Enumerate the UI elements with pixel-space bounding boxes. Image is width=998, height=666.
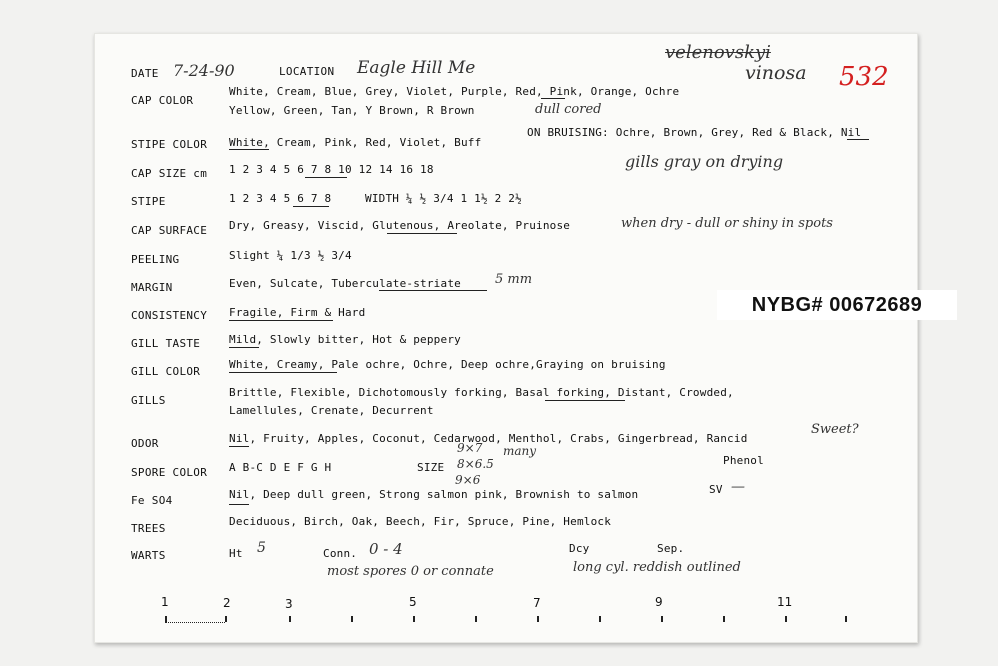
odor-label: ODOR bbox=[131, 437, 159, 450]
consistency-label: CONSISTENCY bbox=[131, 309, 208, 322]
date-label: DATE bbox=[131, 67, 159, 80]
cap-surface-options: Dry, Greasy, Viscid, Glutenous, Areolate, Pruinose bbox=[229, 219, 571, 232]
cap-color-note: dull cored bbox=[535, 102, 602, 117]
scale-label: 3 bbox=[285, 597, 293, 611]
margin-options: Even, Sulcate, Tuberculate-striate bbox=[229, 277, 461, 290]
cap-size-underline bbox=[305, 177, 347, 178]
scale-tick bbox=[723, 616, 725, 622]
gill-taste-options: Mild, Slowly bitter, Hot & peppery bbox=[229, 333, 461, 346]
scale-label: 2 bbox=[223, 596, 231, 610]
cap-surface-label: CAP SURFACE bbox=[131, 224, 208, 237]
margin-label: MARGIN bbox=[131, 281, 173, 294]
gill-color-options: White, Creamy, Pale ochre, Ochre, Deep ochre,Graying on bruising bbox=[229, 358, 666, 371]
width-options: WIDTH ¼ ½ 3/4 1 1½ 2 2½ bbox=[365, 192, 522, 205]
mild-underline bbox=[229, 347, 259, 348]
glutenous-underline bbox=[387, 233, 457, 234]
stipe-color-label: STIPE COLOR bbox=[131, 138, 208, 151]
peeling-options: Slight ¼ 1/3 ½ 3/4 bbox=[229, 249, 352, 262]
scale-label: 7 bbox=[533, 596, 541, 610]
nybg-barcode-label: NYBG# 00672689 bbox=[717, 290, 957, 320]
size-note-3: 9×6 bbox=[455, 473, 481, 487]
scale-tick bbox=[475, 616, 477, 622]
gill-color-label: GILL COLOR bbox=[131, 365, 201, 378]
warts-conn-label: Conn. bbox=[323, 547, 358, 560]
scale-tick bbox=[351, 616, 353, 622]
cap-color-options-2: Yellow, Green, Tan, Y Brown, R Brown bbox=[229, 104, 475, 117]
scale-tick bbox=[845, 616, 847, 622]
red-underline bbox=[541, 98, 565, 99]
size-label: SIZE bbox=[417, 461, 445, 474]
sv-label: SV bbox=[709, 483, 723, 496]
surface-note: when dry - dull or shiny in spots bbox=[621, 216, 833, 231]
warts-dcy-label: Dcy bbox=[569, 542, 590, 555]
cap-color-label: CAP COLOR bbox=[131, 94, 194, 107]
specimen-number: 532 bbox=[839, 62, 889, 92]
scale-tick bbox=[225, 616, 227, 622]
stipe-label: STIPE bbox=[131, 195, 166, 208]
warts-ht-value: 5 bbox=[257, 540, 266, 556]
scale-label: 5 bbox=[409, 595, 417, 609]
scale-label: 1 bbox=[161, 595, 169, 609]
warts-ht-label: Ht bbox=[229, 547, 243, 560]
scale-tick bbox=[413, 616, 415, 622]
spore-color-label: SPORE COLOR bbox=[131, 466, 208, 479]
warts-sep-label: Sep. bbox=[657, 542, 685, 555]
gills-label: GILLS bbox=[131, 394, 166, 407]
white-underline bbox=[229, 149, 269, 150]
gills-options-2: Lamellules, Crenate, Decurrent bbox=[229, 404, 434, 417]
basal-forking-underline bbox=[545, 400, 625, 401]
stipe-underline bbox=[293, 206, 329, 207]
scale-label: 11 bbox=[777, 595, 793, 609]
odor-options: Nil, Fruity, Apples, Coconut, Cedarwood, Menthol, Crabs, Gingerbread, Rancid bbox=[229, 432, 748, 445]
dcy-note: long cyl. reddish outlined bbox=[573, 560, 741, 575]
scale-tick bbox=[599, 616, 601, 622]
scale-tick bbox=[785, 616, 787, 622]
consistency-underline bbox=[229, 320, 333, 321]
feso4-label: Fe SO4 bbox=[131, 494, 173, 507]
nil-feso4-underline bbox=[229, 504, 249, 505]
margin-underline bbox=[379, 290, 487, 291]
gill-taste-label: GILL TASTE bbox=[131, 337, 201, 350]
spore-color-options: A B-C D E F G H bbox=[229, 461, 332, 474]
consistency-options: Fragile, Firm & Hard bbox=[229, 306, 366, 319]
stipe-color-options: White, Cream, Pink, Red, Violet, Buff bbox=[229, 136, 482, 149]
location-value: Eagle Hill Me bbox=[357, 58, 476, 78]
nil-odor-underline bbox=[229, 446, 249, 447]
cap-color-options: White, Cream, Blue, Grey, Violet, Purple, Red, Pink, Orange, Ochre bbox=[229, 85, 680, 98]
trees-options: Deciduous, Birch, Oak, Beech, Fir, Spruce, Pine, Hemlock bbox=[229, 515, 612, 528]
conn-value: 0 - 4 bbox=[369, 540, 403, 558]
species-name: vinosa bbox=[745, 62, 807, 84]
warts-label: WARTS bbox=[131, 549, 166, 562]
scale-tick bbox=[289, 616, 291, 622]
specimen-card bbox=[94, 33, 923, 643]
gills-options: Brittle, Flexible, Dichotomously forking, Basal forking, Distant, Crowded, bbox=[229, 386, 734, 399]
nil-underline bbox=[847, 139, 869, 140]
scale-tick bbox=[165, 616, 167, 622]
location-label: LOCATION bbox=[279, 65, 335, 78]
species-struck: velenovskyi bbox=[665, 42, 771, 63]
phenol-label: Phenol bbox=[723, 454, 764, 467]
scale-dotted-line bbox=[165, 622, 225, 623]
scale-tick bbox=[661, 616, 663, 622]
bruising-options: ON BRUISING: Ochre, Brown, Grey, Red & Black, Nil bbox=[527, 126, 862, 139]
scale-label: 9 bbox=[655, 595, 663, 609]
odor-note: Sweet? bbox=[811, 422, 859, 437]
margin-note: 5 mm bbox=[495, 272, 533, 287]
gill-color-underline bbox=[229, 372, 337, 373]
date-value: 7-24-90 bbox=[173, 61, 235, 80]
conn-note: most spores 0 or connate bbox=[327, 564, 494, 579]
many-note: many bbox=[503, 444, 537, 458]
cap-size-label: CAP SIZE cm bbox=[131, 167, 208, 180]
stipe-note: gills gray on drying bbox=[625, 152, 784, 171]
cap-size-options: 1 2 3 4 5 6 7 8 10 12 14 16 18 bbox=[229, 163, 434, 176]
stipe-options: 1 2 3 4 5 6 7 8 bbox=[229, 192, 332, 205]
trees-label: TREES bbox=[131, 522, 166, 535]
size-note-1: 9×7 bbox=[457, 441, 483, 455]
scale-tick bbox=[537, 616, 539, 622]
sv-note: — bbox=[731, 479, 745, 495]
size-note-2: 8×6.5 bbox=[457, 457, 494, 471]
peeling-label: PEELING bbox=[131, 253, 180, 266]
feso4-options: Nil, Deep dull green, Strong salmon pink, Brownish to salmon bbox=[229, 488, 639, 501]
